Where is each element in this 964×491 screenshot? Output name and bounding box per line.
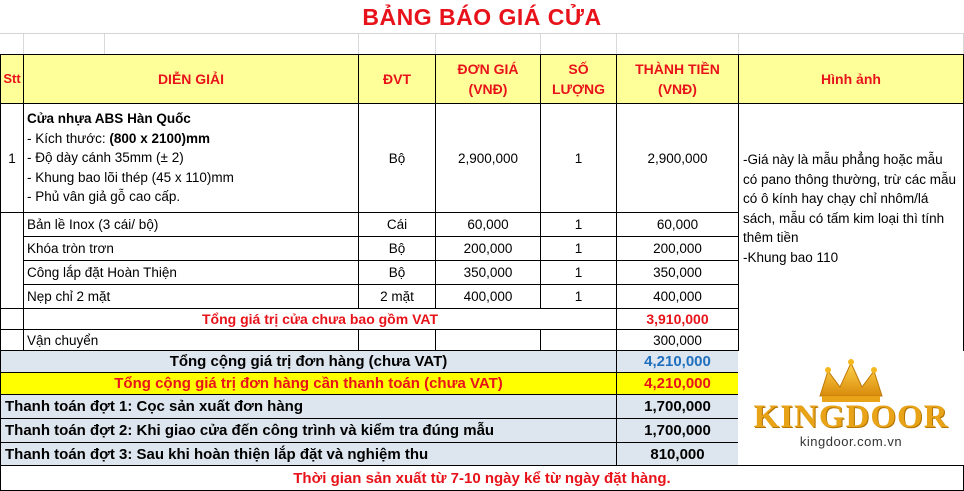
subtotal-value: 3,910,000 xyxy=(616,308,739,330)
main-item-total: 2,900,000 xyxy=(616,103,739,213)
payment-value: 810,000 xyxy=(616,442,739,467)
image-notes xyxy=(738,103,964,352)
payment-label: Thanh toán đợt 3: Sau khi hoàn thiện lắp đặt và nghiệm thu xyxy=(0,442,617,467)
item-qty: 1 xyxy=(540,212,617,237)
logo-website: kingdoor.com.vn xyxy=(799,434,903,449)
payment-value: 1,700,000 xyxy=(616,394,739,419)
stt-empty-cell xyxy=(0,212,24,309)
shipping-stt xyxy=(0,329,24,351)
size-value: (800 x 2100)mm xyxy=(109,130,210,146)
shipping-value: 300,000 xyxy=(616,329,739,351)
order-total-value: 4,210,000 xyxy=(616,350,739,373)
main-item-description xyxy=(23,103,359,213)
item-unit: Bộ xyxy=(358,260,436,285)
item-qty: 1 xyxy=(540,236,617,261)
main-item-qty: 1 xyxy=(540,103,617,213)
kingdoor-logo xyxy=(738,351,964,465)
item-total: 400,000 xyxy=(616,284,739,309)
item-total: 60,000 xyxy=(616,212,739,237)
payable-total-label: Tổng cộng giá trị đơn hàng cần thanh toán (chưa VAT) xyxy=(0,372,617,395)
subtotal-stt xyxy=(0,308,24,330)
item-price: 400,000 xyxy=(435,284,541,309)
item-unit: 2 mặt xyxy=(358,284,436,309)
subtotal-label: Tổng giá trị cửa chưa bao gồm VAT xyxy=(23,308,617,330)
main-item-name: Cửa nhựa ABS Hàn Quốc xyxy=(27,111,191,127)
production-time-note: Thời gian sản xuất từ 7-10 ngày kể từ ngày đặt hàng. xyxy=(0,465,964,491)
note-line-1: -Giá này là mẫu phẳng hoặc mẫu có pano thông thường, trừ các mẫu có ô kính hay chạy chỉ nhôm/lá sách, mẫu có tấm kim loại thì tính thêm tiền xyxy=(743,152,957,245)
header-total: THÀNH TIỀN (VNĐ) xyxy=(616,54,739,104)
item-total: 200,000 xyxy=(616,236,739,261)
header-unit: ĐVT xyxy=(358,54,436,104)
item-qty: 1 xyxy=(540,284,617,309)
item-unit: Bộ xyxy=(358,236,436,261)
shipping-unit xyxy=(358,329,436,351)
payment-label: Thanh toán đợt 1: Cọc sản xuất đơn hàng xyxy=(0,394,617,419)
shipping-price xyxy=(435,329,541,351)
note-line-2: -Khung bao 110 xyxy=(743,249,839,265)
main-item-thickness: - Độ dày cánh 35mm (± 2) xyxy=(27,150,184,166)
main-item-finish: - Phủ vân giả gỗ cao cấp. xyxy=(27,189,181,205)
empty-grid-row xyxy=(0,33,964,55)
payable-total-value: 4,210,000 xyxy=(616,372,739,395)
order-total-label: Tổng cộng giá trị đơn hàng (chưa VAT) xyxy=(0,350,617,373)
main-item-price: 2,900,000 xyxy=(435,103,541,213)
main-item-size xyxy=(27,129,210,149)
item-price: 350,000 xyxy=(435,260,541,285)
item-price: 60,000 xyxy=(435,212,541,237)
item-desc: Công lắp đặt Hoàn Thiện xyxy=(23,260,359,285)
item-desc: Bản lề Inox (3 cái/ bộ) xyxy=(23,212,359,237)
item-qty: 1 xyxy=(540,260,617,285)
main-item-stt: 1 xyxy=(0,103,24,213)
header-quantity: SỐ LƯỢNG xyxy=(540,54,617,104)
page-title: BẢNG BÁO GIÁ CỬA xyxy=(362,3,602,30)
payment-label: Thanh toán đợt 2: Khi giao cửa đến công trình và kiểm tra đúng mẫu xyxy=(0,418,617,443)
item-desc: Khóa tròn trơn xyxy=(23,236,359,261)
header-stt: Stt xyxy=(0,54,24,104)
header-description: DIỄN GIẢI xyxy=(23,54,359,104)
shipping-qty xyxy=(540,329,617,351)
header-unit-price: ĐƠN GIÁ (VNĐ) xyxy=(435,54,541,104)
logo-brand: KINGDOOR xyxy=(753,399,949,435)
main-item-frame: - Khung bao lõi thép (45 x 110)mm xyxy=(27,169,234,185)
item-price: 200,000 xyxy=(435,236,541,261)
item-desc: Nẹp chỉ 2 mặt xyxy=(23,284,359,309)
item-unit: Cái xyxy=(358,212,436,237)
main-item-unit: Bộ xyxy=(358,103,436,213)
header-image: Hình ảnh xyxy=(738,54,964,104)
payment-value: 1,700,000 xyxy=(616,418,739,443)
size-prefix: - Kích thước: xyxy=(27,130,110,146)
item-total: 350,000 xyxy=(616,260,739,285)
shipping-label: Vận chuyển xyxy=(23,329,359,351)
